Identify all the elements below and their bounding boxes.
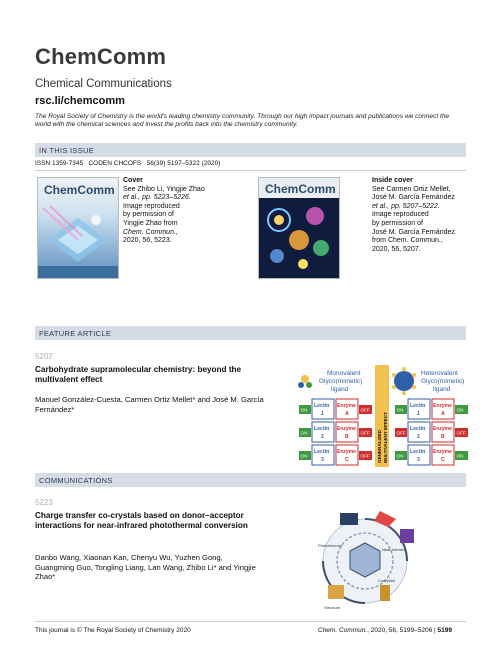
cover-line: by permission of <box>123 211 174 219</box>
right-lectin-label: Lectin <box>410 449 426 455</box>
left-tag-right-label: OFF <box>360 407 370 413</box>
cover-image <box>38 178 118 278</box>
cover-line: Chem. Commun., <box>123 228 178 236</box>
feature-article-bar <box>35 326 466 340</box>
right-tag-left-label: ON <box>396 407 404 413</box>
left-enzyme-letter: C <box>345 457 349 463</box>
feature-title[interactable]: Carbohydrate supramolecular chemistry: beyond the multivalent effect <box>35 365 242 385</box>
in-this-issue-bar <box>35 143 466 157</box>
feature-article-heading: FEATURE ARTICLE <box>39 329 112 338</box>
inside-cover-line: et al., pp. 5207–5222. <box>372 202 440 210</box>
left-lectin-num: 3 <box>321 457 324 463</box>
comm-fig-label-photothermal: Photothermal <box>318 543 342 548</box>
right-enzyme-letter: A <box>441 411 445 417</box>
journal-subtitle: Chemical Communications <box>35 78 172 90</box>
comm-figure <box>310 507 420 611</box>
volume: 56(39) 5197–5322 (2020) <box>146 160 221 167</box>
communications-heading: COMMUNICATIONS <box>39 476 113 485</box>
comm-page-number: 5223 <box>35 498 53 507</box>
right-lectin-num: 2 <box>417 434 420 440</box>
comm-authors: Danbo Wang, Xiaonan Kan, Chenyu Wu, Yuzhen Gong, Guangming Guo, Tongling Liang, Lan Wang, Zhibo Li* and Yingjie Zhao* <box>35 553 256 582</box>
cover-line: See Zhibo Li, Yingjie Zhao <box>123 185 205 193</box>
right-lectin-label: Lectin <box>410 426 426 432</box>
right-lectin-num: 3 <box>417 457 420 463</box>
left-enzyme-label: Enzyme <box>337 403 356 409</box>
feature-figure-graphic <box>297 365 471 467</box>
left-enzyme-label: Enzyme <box>337 426 356 432</box>
hetero-label-3: ligand <box>433 386 451 393</box>
footer-page-number: 5199 <box>437 627 452 634</box>
left-tag-left-label: ON <box>300 430 308 436</box>
inside-cover-line: José M. García Fernández <box>372 228 455 236</box>
left-enzyme-letter: A <box>345 411 349 417</box>
left-tag-right-label: OFF <box>360 430 370 436</box>
left-lectin-label: Lectin <box>314 426 330 432</box>
left-tag-left-label: ON <box>300 453 308 459</box>
footer-copyright: This journal is © The Royal Society of Chemistry 2020 <box>35 627 191 634</box>
right-lectin-num: 1 <box>417 411 420 417</box>
cover-thumb-title: ChemComm <box>44 183 115 197</box>
left-lectin-label: Lectin <box>314 403 330 409</box>
mono-label-2: Glyco(mimetic) <box>319 378 363 385</box>
issn-line <box>35 160 220 167</box>
right-enzyme-label: Enzyme <box>433 403 452 409</box>
right-enzyme-letter: B <box>441 434 445 440</box>
right-lectin-label: Lectin <box>410 403 426 409</box>
right-tag-right-label: ON <box>456 407 464 413</box>
middle-label-1: GENERALIZED <box>377 430 382 463</box>
inside-cover-line: by permission of <box>372 219 423 227</box>
comm-title[interactable]: Charge transfer co-crystals based on donor–acceptor interactions for near-infrared photothermal conversion <box>35 511 248 531</box>
middle-label-2: MULTIVALENT EFFECT <box>383 412 388 463</box>
inside-cover-image <box>259 178 339 278</box>
inside-cover-line: See Carmen Ortiz Mellet, <box>372 185 451 193</box>
right-enzyme-label: Enzyme <box>433 449 452 455</box>
mono-label-1: Monovalent <box>327 370 361 377</box>
mono-label-3: ligand <box>331 386 349 393</box>
right-tag-left-label: ON <box>396 453 404 459</box>
comm-fig-label-nir: Near-infrared <box>382 547 406 552</box>
feature-rows-left <box>299 399 372 465</box>
inside-cover-line: from Chem. Commun., <box>372 237 443 245</box>
cover-line: Yingjie Zhao from <box>123 219 178 227</box>
right-enzyme-letter: C <box>441 457 445 463</box>
inside-cover-thumb-title: ChemComm <box>265 182 336 196</box>
left-lectin-num: 2 <box>321 434 324 440</box>
left-tag-left-label: ON <box>300 407 308 413</box>
inside-cover-heading: Inside cover <box>372 177 413 184</box>
feature-figure <box>297 365 471 467</box>
comm-figure-graphic <box>310 507 420 611</box>
communications-bar <box>35 473 466 487</box>
cover-line: 2020, 56, 5223. <box>123 237 172 245</box>
inside-cover-thumbnail[interactable] <box>258 177 340 279</box>
feature-page-number: 5207 <box>35 352 53 361</box>
right-enzyme-label: Enzyme <box>433 426 452 432</box>
right-tag-left-label: OFF <box>396 430 406 436</box>
left-lectin-num: 1 <box>321 411 324 417</box>
inside-cover-line: José M. García Fernández <box>372 194 455 202</box>
journal-url[interactable]: rsc.li/chemcomm <box>35 95 125 107</box>
footer-journal: Chem. Commun. <box>318 627 368 634</box>
comm-fig-label-cocrystal: Cocrystal <box>378 578 395 583</box>
divider <box>35 170 466 171</box>
journal-title: ChemComm <box>35 44 167 69</box>
feature-authors: Manuel González-Cuesta, Carmen Ortiz Mellet* and José M. García Fernández* <box>35 395 264 414</box>
left-enzyme-letter: B <box>345 434 349 440</box>
inside-cover-line: 2020, 56, 5207. <box>372 245 421 253</box>
inside-cover-caption <box>372 177 472 254</box>
cover-thumbnail[interactable] <box>37 177 119 279</box>
left-lectin-label: Lectin <box>314 449 330 455</box>
left-tag-right-label: OFF <box>360 453 370 459</box>
coden: CODEN CHCOFS <box>88 160 142 167</box>
footer-citation-rest: , 2020, 56, 5199–5206 <box>367 627 433 634</box>
right-tag-right-label: ON <box>456 453 464 459</box>
cover-line: Image reproduced <box>123 202 180 210</box>
cover-line: et al., pp. 5223–5226. <box>123 194 191 202</box>
cover-heading: Cover <box>123 177 143 184</box>
comm-fig-label-structure: Structure <box>324 605 341 610</box>
in-this-issue-heading: IN THIS ISSUE <box>39 146 95 155</box>
hetero-label-1: Heterovalent <box>421 370 458 377</box>
feature-rows-right <box>395 399 468 465</box>
left-enzyme-label: Enzyme <box>337 449 356 455</box>
inside-cover-line: Image reproduced <box>372 211 429 219</box>
footer-citation: Chem. Commun., 2020, 56, 5199–5206 | 5199 <box>318 627 452 634</box>
hetero-label-2: Glyco(mimetic) <box>421 378 465 385</box>
right-tag-right-label: OFF <box>456 430 466 436</box>
issn: ISSN 1359-7345 <box>35 160 84 167</box>
journal-description: The Royal Society of Chemistry is the world's leading chemistry community. Through our high impact journals and publications we connect the world with the chemical sciences and invest the profits back into the chemistry community. <box>35 113 450 129</box>
cover-caption <box>123 177 211 246</box>
footer-divider <box>35 621 466 622</box>
